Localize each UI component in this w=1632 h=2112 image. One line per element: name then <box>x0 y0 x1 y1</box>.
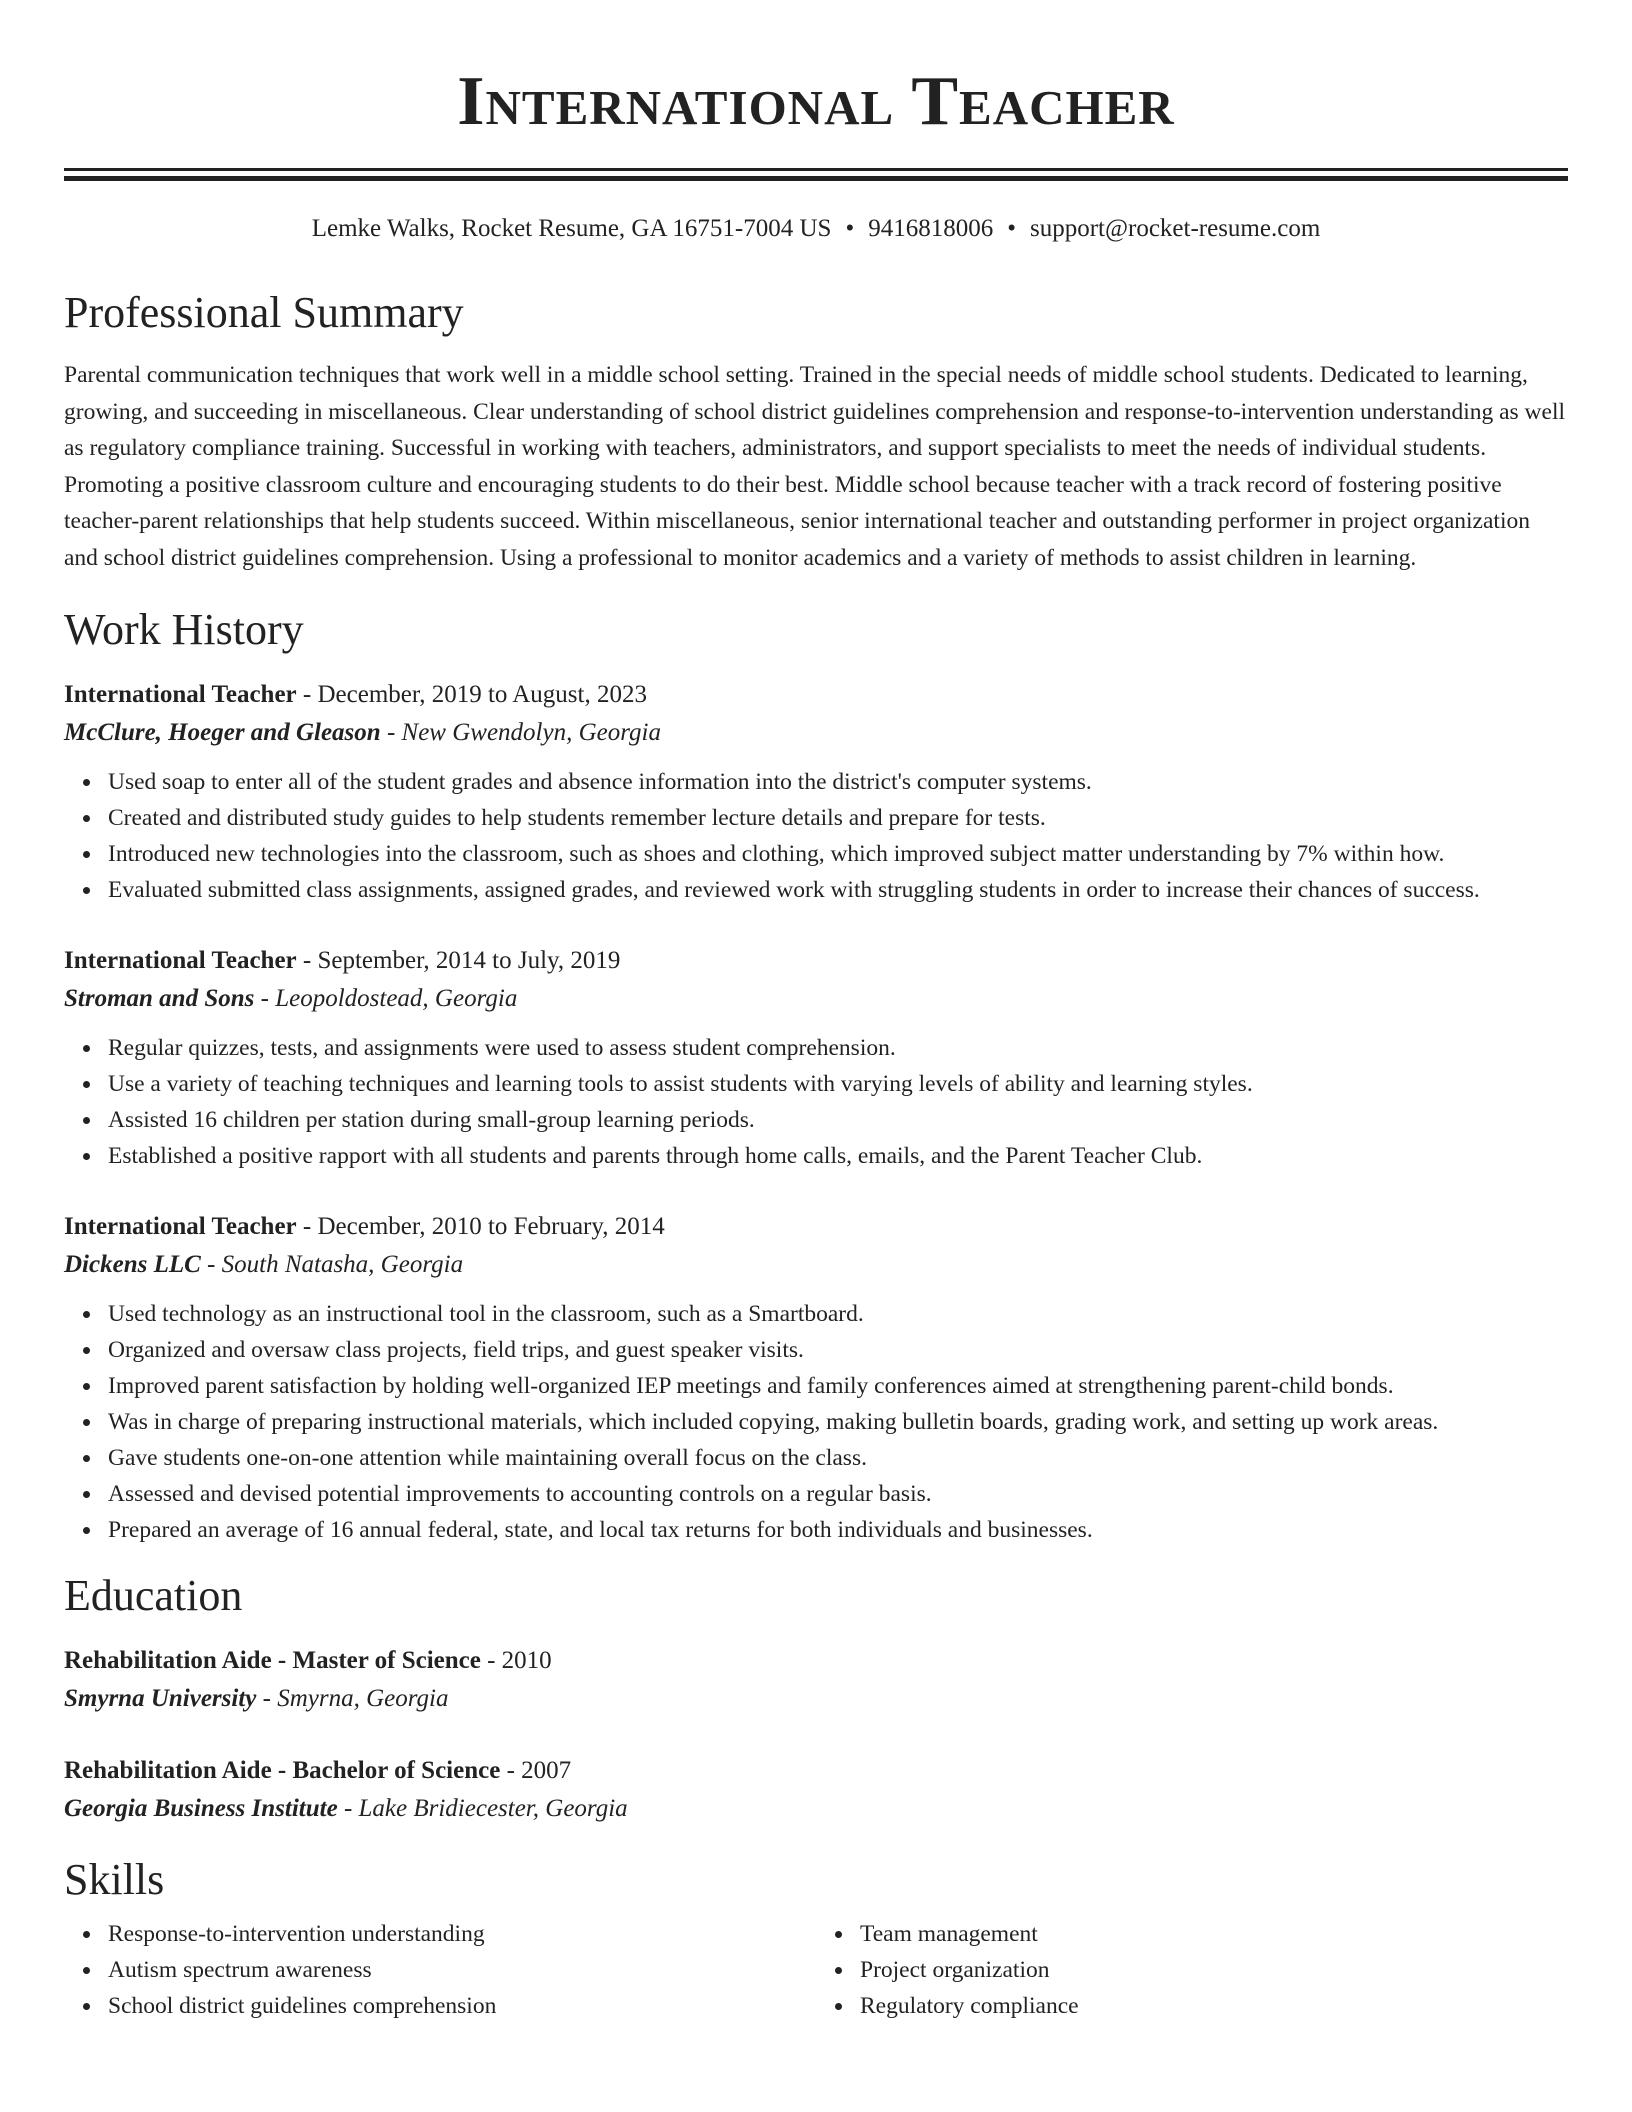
job-bullet: Assessed and devised potential improvements to accounting controls on a regular basis. <box>108 1476 1568 1512</box>
education-heading: Education <box>64 1571 243 1620</box>
skills-columns <box>64 1916 1568 2024</box>
job-entry <box>64 676 1568 908</box>
education-entry <box>64 1642 1568 1718</box>
skills-heading: Skills <box>64 1855 165 1904</box>
job-title-line <box>64 942 1568 980</box>
contact-separator: • <box>845 215 855 242</box>
job-title-line <box>64 1208 1568 1246</box>
job-bullets <box>64 1296 1568 1548</box>
work-history-heading: Work History <box>64 605 304 654</box>
education-location: - Smyrna, Georgia <box>256 1685 449 1712</box>
job-employer-line <box>64 980 1568 1018</box>
job-bullet: Used technology as an instructional tool in the classroom, such as a Smartboard. <box>108 1296 1568 1332</box>
contact-line <box>64 213 1568 245</box>
job-bullet: Assisted 16 children per station during small-group learning periods. <box>108 1102 1568 1138</box>
skills-right-column <box>816 1916 1568 2024</box>
contact-separator: • <box>1007 215 1016 242</box>
education-school: Georgia Business Institute <box>64 1795 338 1822</box>
skill-item: Regulatory compliance <box>860 1988 1568 2024</box>
job-dates: - December, 2010 to February, 2014 <box>296 1213 665 1240</box>
job-employer: Dickens LLC <box>64 1251 201 1278</box>
job-location: - South Natasha, Georgia <box>200 1251 464 1278</box>
education-degree: Rehabilitation Aide - Bachelor of Science <box>64 1757 501 1784</box>
job-entry <box>64 1208 1568 1548</box>
job-title-line <box>64 676 1568 714</box>
education-school-line <box>64 1680 1568 1718</box>
job-bullet: Evaluated submitted class assignments, assigned grades, and reviewed work with struggling students in order to increase their chances of success. <box>108 872 1568 908</box>
job-location: - Leopoldostead, Georgia <box>254 985 518 1012</box>
skill-item: Project organization <box>860 1952 1568 1988</box>
skills-left-column <box>64 1916 816 2024</box>
education-school-line <box>64 1790 1568 1828</box>
summary-text: Parental communication techniques that work well in a middle school setting. Trained in the special needs of middle school students. Dedicated to learning, growing, and succeeding in miscellaneous. Clear understanding of school district guidelines comprehension and response-to-intervention understanding as well as regulatory compliance training. Successful in working with teachers, administrators, and support specialists to meet the needs of individual students. Promoting a positive classroom culture and encouraging students to do their best. Middle school because teacher with a track record of fostering positive teacher-parent relationships that help students succeed. Within miscellaneous, senior international teacher and outstanding performer in project organization and school district guidelines comprehension. Using a professional to monitor academics and a variety of methods to assist children in learning. <box>64 362 1566 571</box>
job-title: International Teacher <box>64 681 297 708</box>
education-degree: Rehabilitation Aide - Master of Science <box>64 1647 481 1674</box>
job-entry <box>64 942 1568 1174</box>
education-entry <box>64 1752 1568 1828</box>
job-bullet: Improved parent satisfaction by holding well-organized IEP meetings and family conferences aimed at strengthening parent-child bonds. <box>108 1368 1568 1404</box>
job-title: International Teacher <box>64 1213 297 1240</box>
job-employer: McClure, Hoeger and Gleason <box>64 719 381 746</box>
skill-item: Response-to-intervention understanding <box>108 1916 816 1952</box>
job-dates: - September, 2014 to July, 2019 <box>296 947 621 974</box>
job-bullets <box>64 764 1568 908</box>
education-degree-line <box>64 1642 1568 1680</box>
job-location: - New Gwendolyn, Georgia <box>380 719 661 746</box>
header-divider-top <box>64 168 1568 171</box>
job-bullets <box>64 1030 1568 1174</box>
job-employer: Stroman and Sons <box>64 985 255 1012</box>
education-year: - 2007 <box>500 1757 572 1784</box>
job-bullet: Organized and oversaw class projects, field trips, and guest speaker visits. <box>108 1332 1568 1368</box>
job-employer-line <box>64 714 1568 752</box>
skill-item: School district guidelines comprehension <box>108 1988 816 2024</box>
contact-email: support@rocket-resume.com <box>1029 215 1321 242</box>
contact-address: Lemke Walks, Rocket Resume, GA 16751-7004 US <box>311 215 832 242</box>
summary-heading: Professional Summary <box>64 288 464 337</box>
job-dates: - December, 2019 to August, 2023 <box>296 681 647 708</box>
job-bullet: Was in charge of preparing instructional materials, which included copying, making bulletin boards, grading work, and setting up work areas. <box>108 1404 1568 1440</box>
header-divider-bottom <box>64 176 1568 181</box>
education-school: Smyrna University <box>64 1685 257 1712</box>
job-bullet: Used soap to enter all of the student grades and absence information into the district's computer systems. <box>108 764 1568 800</box>
education-location: - Lake Bridiecester, Georgia <box>337 1795 628 1822</box>
job-bullet: Established a positive rapport with all students and parents through home calls, emails, and the Parent Teacher Club. <box>108 1138 1568 1174</box>
job-bullet: Introduced new technologies into the classroom, such as shoes and clothing, which improved subject matter understanding by 7% within how. <box>108 836 1568 872</box>
contact-phone: 9416818006 <box>868 215 994 242</box>
job-title: International Teacher <box>64 947 297 974</box>
job-employer-line <box>64 1246 1568 1284</box>
job-bullet: Created and distributed study guides to help students remember lecture details and prepare for tests. <box>108 800 1568 836</box>
education-degree-line <box>64 1752 1568 1790</box>
resume-name: International Teacher <box>457 63 1175 140</box>
job-bullet: Gave students one-on-one attention while maintaining overall focus on the class. <box>108 1440 1568 1476</box>
skill-item: Autism spectrum awareness <box>108 1952 816 1988</box>
skill-item: Team management <box>860 1916 1568 1952</box>
job-bullet: Use a variety of teaching techniques and learning tools to assist students with varying levels of ability and learning styles. <box>108 1066 1568 1102</box>
job-bullet: Prepared an average of 16 annual federal, state, and local tax returns for both individuals and businesses. <box>108 1512 1568 1548</box>
education-year: - 2010 <box>480 1647 552 1674</box>
job-bullet: Regular quizzes, tests, and assignments were used to assess student comprehension. <box>108 1030 1568 1066</box>
